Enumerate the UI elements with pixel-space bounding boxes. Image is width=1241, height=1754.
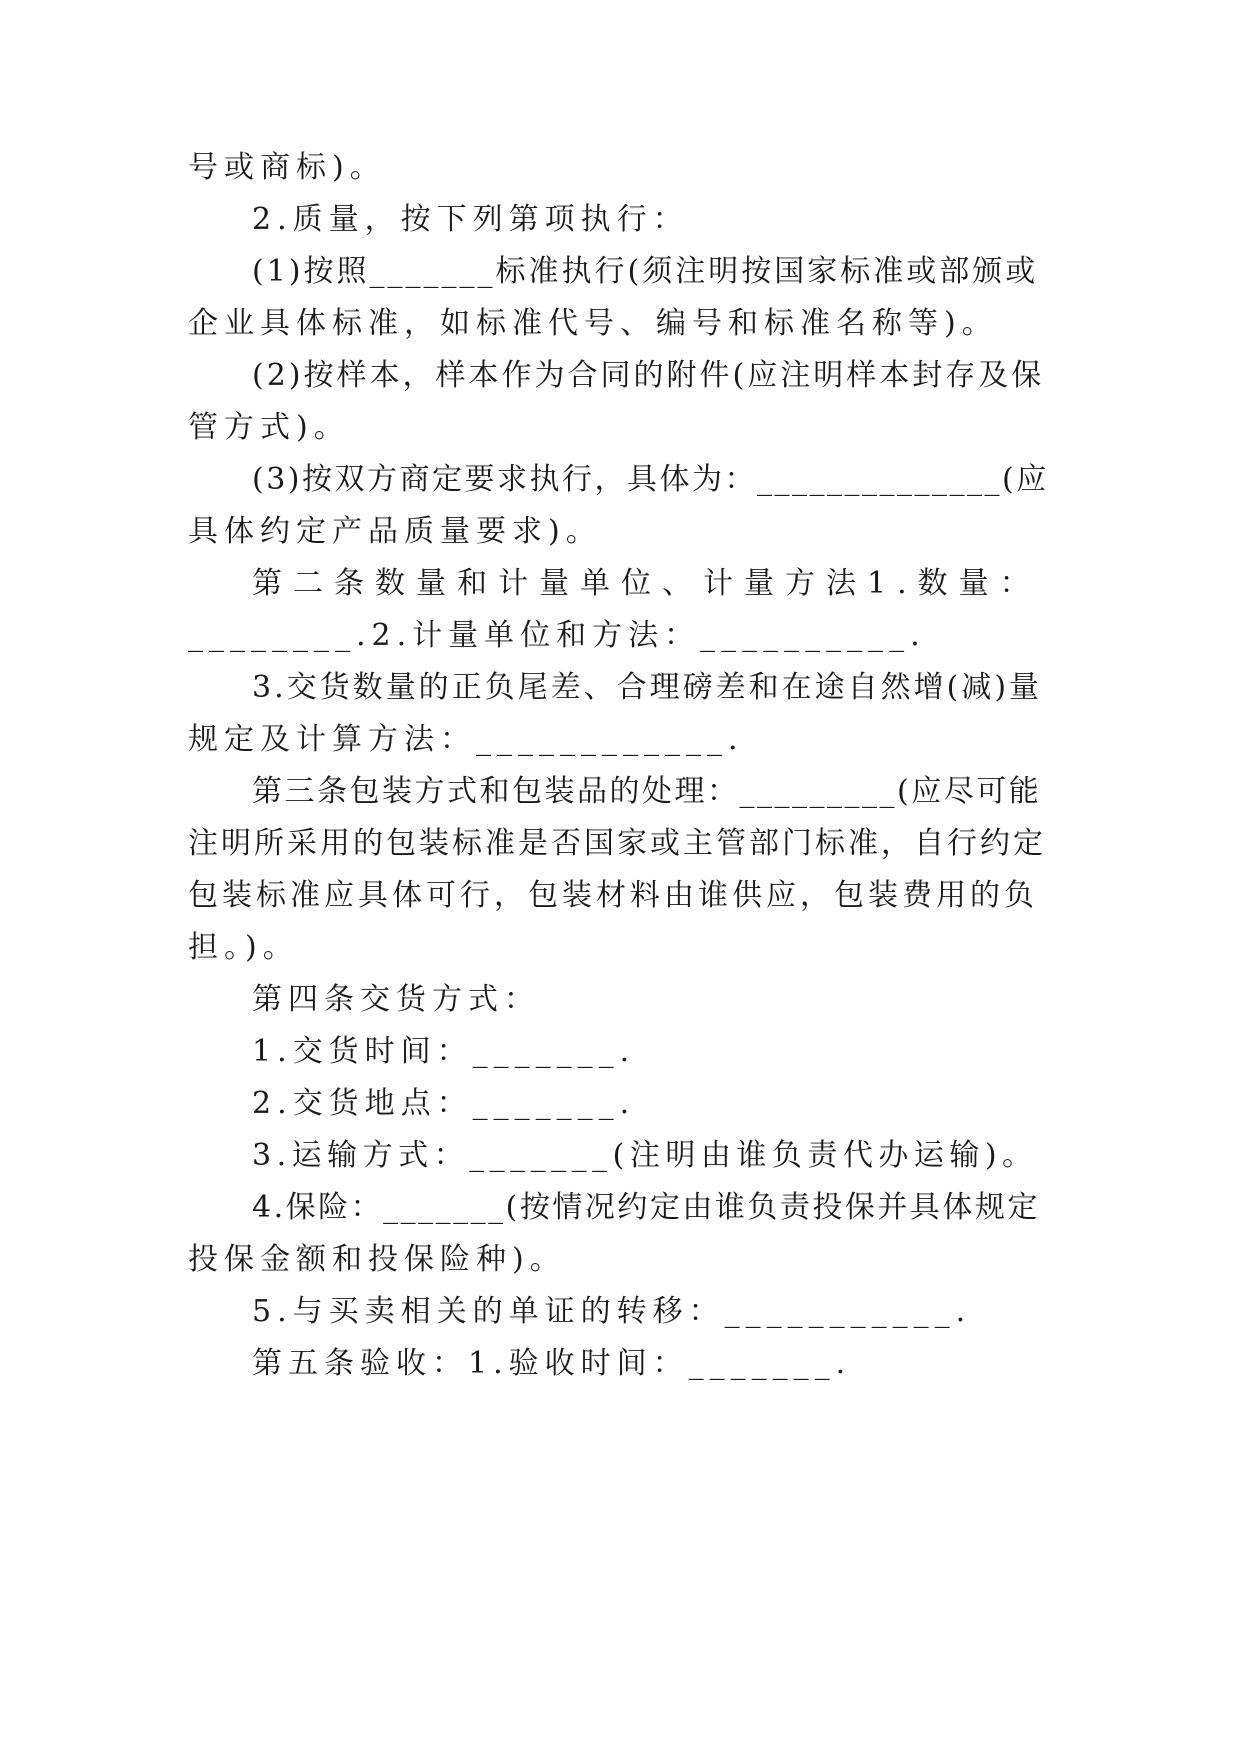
paragraph-line: 规定及计算方法：____________. bbox=[188, 722, 744, 757]
paragraph-line: 投保金额和投保险种)。 bbox=[188, 1242, 566, 1277]
paragraph-line: 2.交货地点：_______. bbox=[252, 1086, 636, 1121]
paragraph-line: 第三条包装方式和包装品的处理：_________(应尽可能 bbox=[252, 774, 1042, 809]
paragraph-line: 第五条验收：1.验收时间：_______. bbox=[252, 1346, 852, 1381]
paragraph-line: 3.运输方式：_______(注明由谁负责代办运输)。 bbox=[252, 1138, 1038, 1173]
paragraph-line: 担。)。 bbox=[188, 930, 299, 965]
paragraph-line: 第二条数量和计量单位、计量方法1.数量： bbox=[252, 566, 1041, 601]
paragraph-line: (2)按样本，样本作为合同的附件(应注明样本封存及保 bbox=[252, 358, 1045, 393]
paragraph-line: 注明所采用的包装标准是否国家或主管部门标准，自行约定 bbox=[188, 826, 1046, 861]
paragraph-line: (3)按双方商定要求执行，具体为：______________(应 bbox=[252, 462, 1049, 497]
paragraph-line: 3.交货数量的正负尾差、合理磅差和在途自然增(减)量 bbox=[252, 670, 1043, 705]
paragraph-line: 1.交货时间：_______. bbox=[252, 1034, 636, 1069]
paragraph-line: 包装标准应具体可行，包装材料由谁供应，包装费用的负 bbox=[188, 878, 1038, 913]
paragraph-line: 4.保险：_______(按情况约定由谁负责投保并具体规定 bbox=[252, 1190, 1040, 1225]
paragraph-line: 号或商标)。 bbox=[188, 150, 386, 185]
paragraph-line: 具体约定产品质量要求)。 bbox=[188, 514, 602, 549]
paragraph-line: ________.2.计量单位和方法：__________. bbox=[188, 618, 926, 653]
paragraph-line: 5.与买卖相关的单证的转移：___________. bbox=[252, 1294, 972, 1329]
paragraph-line: (1)按照_______标准执行(须注明按国家标准或部颁或 bbox=[252, 254, 1039, 289]
paragraph-line: 企业具体标准，如标准代号、编号和标准名称等)。 bbox=[188, 306, 998, 341]
paragraph-line: 管方式)。 bbox=[188, 410, 350, 445]
paragraph-line: 第四条交货方式： bbox=[252, 982, 540, 1017]
paragraph-line: 2.质量，按下列第项执行： bbox=[252, 202, 689, 237]
